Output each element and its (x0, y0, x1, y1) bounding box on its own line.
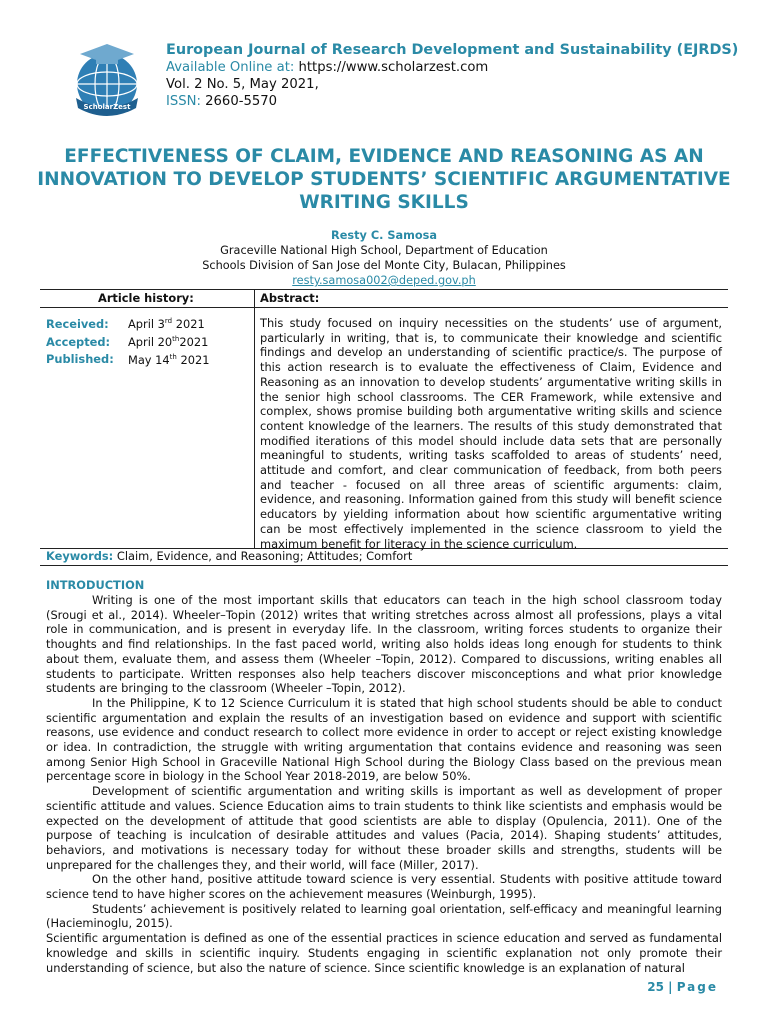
journal-info (166, 42, 738, 110)
issn-line: ISSN: 2660-5570 (166, 94, 278, 109)
availability-line: Available Online at: https://www.scholarzest.com (166, 60, 489, 75)
paragraph: Scientific argumentation is defined as one of the essential practices in science education and served as fundamental knowledge and skills in scientific inquiry. Students engaging in scientific explanation not only promote their understanding of science, but also the nature of science. Since scientific knowledge is an explanation of natural (46, 931, 722, 975)
author-name: Resty C. Samosa (331, 229, 437, 242)
page-word: Page (676, 980, 718, 994)
author-email-link[interactable]: resty.samosa002@deped.gov.ph (292, 274, 476, 287)
article-title: EFFECTIVENESS OF CLAIM, EVIDENCE AND REASONING AS AN INNOVATION TO DEVELOP STUDENTS’ SCIENTIFIC ARGUMENTATIVE WRITING SKILLS (37, 146, 731, 213)
table-bottom-rule (40, 565, 728, 566)
journal-url[interactable]: https://www.scholarzest.com (298, 60, 489, 75)
accepted-row: Accepted: April 20th2021 (46, 334, 209, 349)
table-column-divider (254, 289, 255, 548)
volume-line: Vol. 2 No. 5, May 2021, (166, 77, 319, 92)
author-block (0, 228, 768, 288)
scholarzest-logo (62, 38, 152, 128)
received-row: Received: April 3rd 2021 (46, 316, 205, 331)
paragraph: In the Philippine, K to 12 Science Curriculum it is stated that high school students should be able to conduct scientific argumentation and explain the results of an investigation based on evidence and support with scientific reasons, use evidence and conduct research to collect more evidence in order to accept or reject existing knowledge or idea. In contradiction, the struggle with writing argumentation that contains evidence and reasoning was seen among Senior High School in Graceville National High School during the Biology Class based on the previous mean percentage score in biology in the School Year 2018-2019, are below 50%. (46, 695, 722, 784)
author-affiliation-1: Graceville National High School, Department of Education (220, 244, 548, 257)
paragraph: Development of scientific argumentation and writing skills is important as well as development of proper scientific attitude and values. Science Education aims to train students to think like scientists and emphasis would be expected on the development of attitude that good scientists are able to display (Opulencia, 2011). One of the purpose of teaching is inculcation of desirable attitudes and values (Pacia, 2014). Shaping students’ attitudes, behaviors, and motivations is necessary today for without these broader skills and strengths, students will be unprepared for the challenges they, and their world, will face (Miller, 2017). (46, 784, 722, 872)
journal-name: European Journal of Research Development and Sustainability (EJRDS) (166, 42, 739, 58)
journal-header (62, 38, 742, 118)
paragraph: Students’ achievement is positively related to learning goal orientation, self-efficacy and meaningful learning (Hacieminoglu, 2015). (46, 901, 722, 931)
abstract-header: Abstract: (260, 291, 320, 305)
abstract-text: This study focused on inquiry necessities on the students’ use of argument, particularly in writing, that is, to communicate their knowledge and scientific findings and develop an understanding of scientific practice/s. The purpose of this action research is to evaluate the effectiveness of Claim, Evidence and Reasoning as an innovation to develop students’ argumentative writing skills in the senior high school classrooms. The CER Framework, while extensive and complex, shows promise building both argumentative writing skills and science content knowledge of the learners. The results of this study demonstrated that modified iterations of this model should include data sets that are personally meaningful to students, writing tasks scaffolded to areas of students’ need, attitude and comfort, and clear communication of feedback, from both peers and teacher - focused on all three areas of scientific arguments: claim, evidence, and reasoning. Information gained from this study will benefit science educators by yielding information about how scientific argumentative writing can be most effectively implemented in the science classroom to yield the maximum benefit for literacy in the science curriculum. (260, 316, 722, 551)
table-header-rule (40, 307, 728, 308)
article-history-header: Article history: (98, 291, 194, 305)
svg-text:ScholarZest: ScholarZest (83, 103, 131, 111)
paragraph: On the other hand, positive attitude toward science is very essential. Students with positive attitude toward science tend to have higher scores on the achievement measures (Weinburgh, 1995). (46, 872, 722, 902)
introduction-body (46, 593, 722, 975)
table-top-rule (40, 289, 728, 290)
keywords-line: Keywords: Claim, Evidence, and Reasoning; Attitudes; Comfort (46, 549, 413, 563)
paragraph: Writing is one of the most important skills that educators can teach in the high school classroom today (Srougi et al., 2014). Wheeler–Topin (2012) writes that writing stretches across almost all professions, plays a vital role in communication, and is present in everyday life. In the classroom, writing forces students to organize their thoughts and find relationships. In the fast paced world, writing also holds ideas long enough for students to think about them, evaluate them, and assess them (Wheeler –Topin, 2012). Compared to discussions, writing enables all students to participate. Written responses also help teachers discover misconceptions and what prior knowledge students are bringing to the classroom (Wheeler –Topin, 2012). (46, 593, 722, 696)
page-footer: 25 | Page (647, 980, 718, 994)
article-history (46, 314, 209, 367)
published-row: Published: May 14th 2021 (46, 352, 210, 367)
page-number: 25 (647, 980, 664, 994)
author-affiliation-2: Schools Division of San Jose del Monte City, Bulacan, Philippines (202, 259, 566, 272)
introduction-heading: INTRODUCTION (46, 578, 145, 592)
